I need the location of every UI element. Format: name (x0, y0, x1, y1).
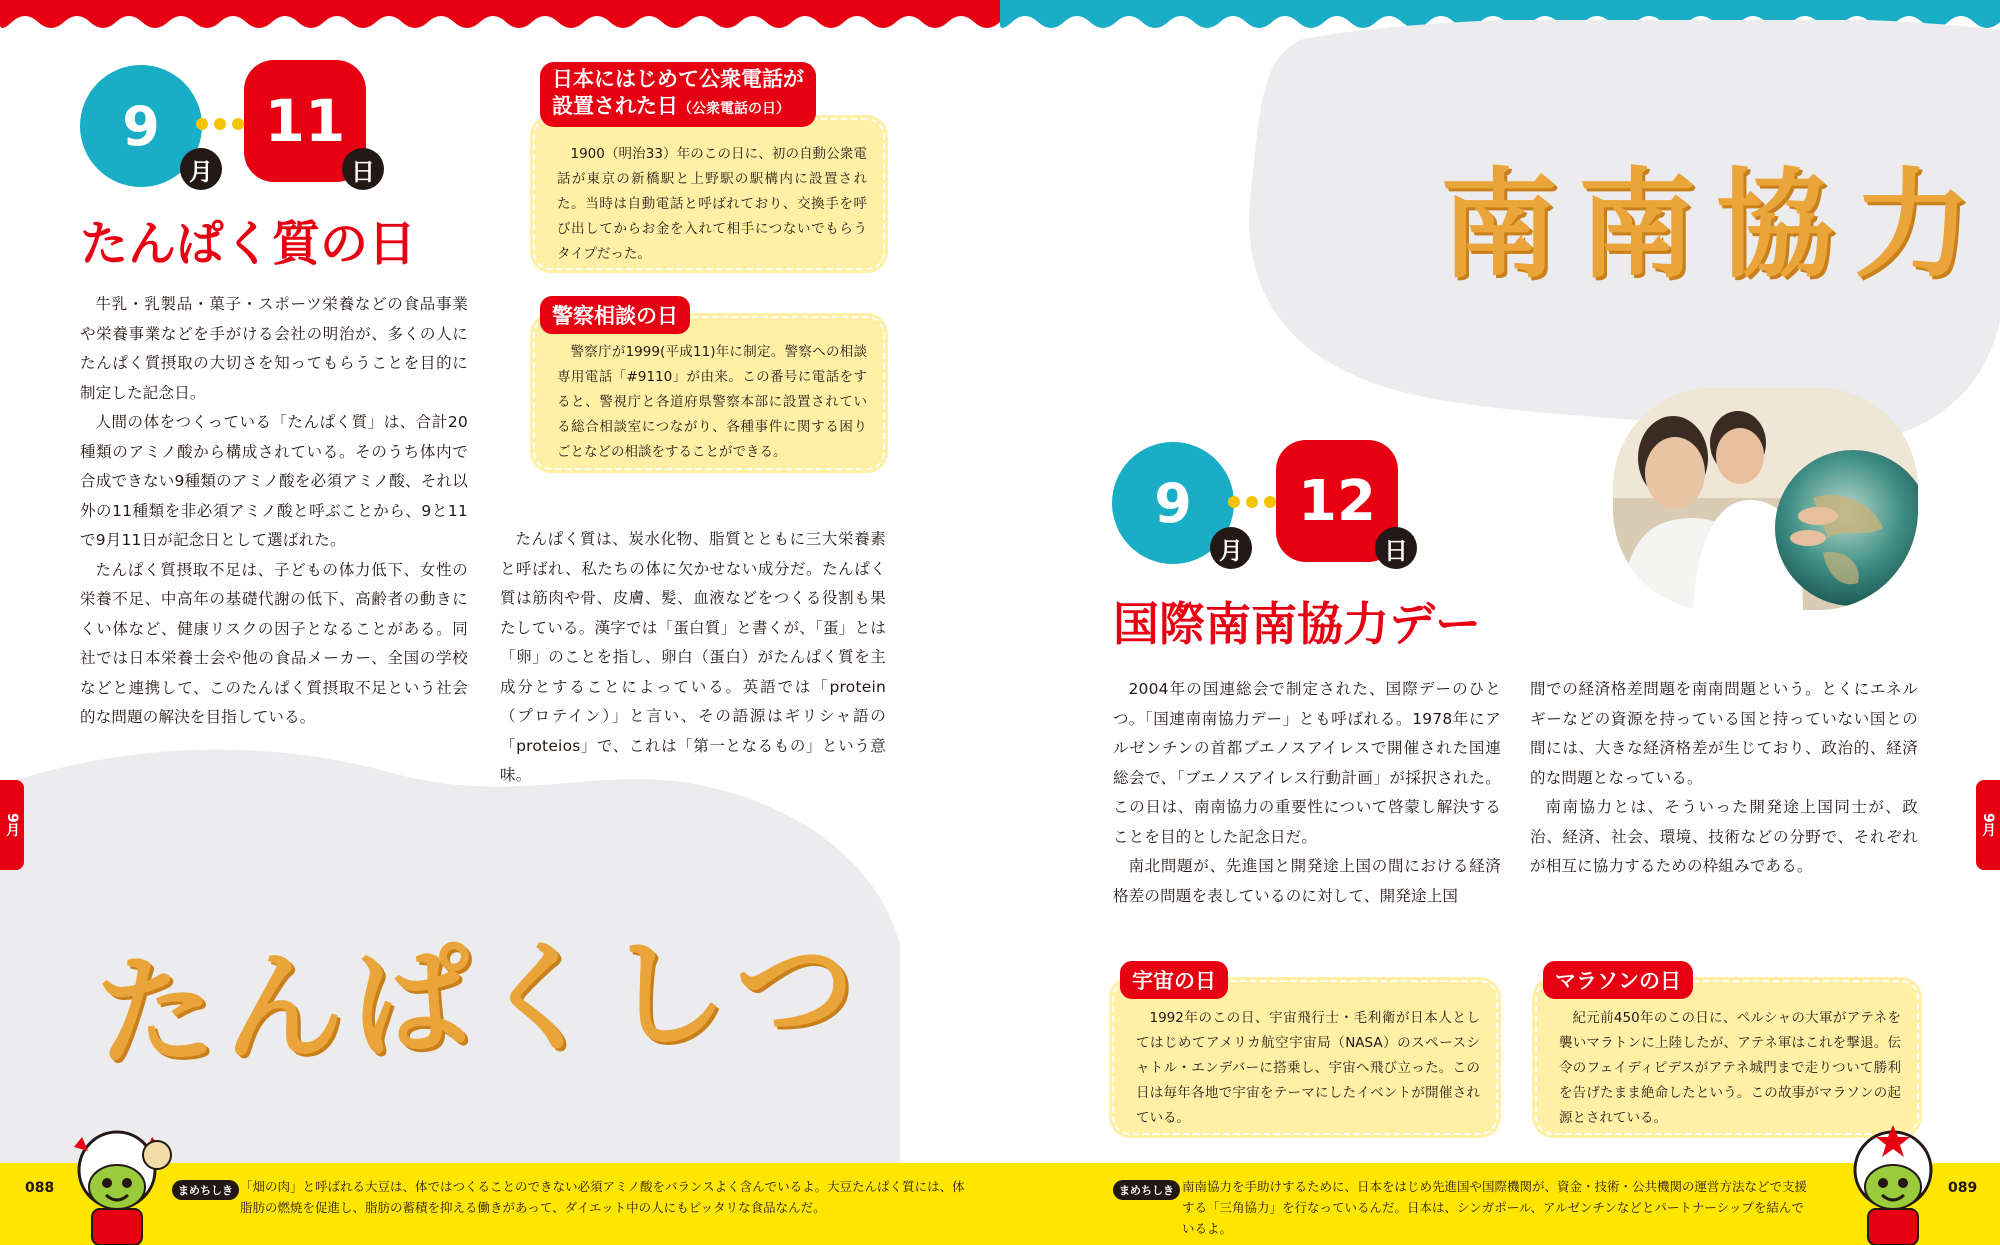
label-line-2: 設置された日 (552, 94, 678, 118)
noodle-art-word: 南南協力 (1440, 156, 1993, 294)
info-box-space (1112, 980, 1498, 1135)
right-body-column-1 (1113, 675, 1501, 911)
paragraph: 南南協力とは、そういった開発途上国同士が、政治、経済、社会、環境、技術などの分野で、それぞれが相互に協力するための枠組みである。 (1530, 798, 1918, 875)
month-unit: 月 (180, 148, 222, 190)
info-box-space-label: 宇宙の日 (1120, 961, 1228, 999)
info-box-payphone-label (540, 62, 816, 127)
side-tab-left: 9月 (0, 780, 24, 870)
mascot-right-icon (1838, 1125, 1948, 1245)
info-box-police (533, 316, 885, 470)
day-square: 12 (1276, 440, 1398, 562)
label-sub: （公衆電話の日） (678, 101, 790, 117)
noodle-art-word: たんぱくしつ (93, 918, 866, 1085)
date-dots (1228, 496, 1276, 508)
date-dots (196, 118, 244, 130)
top-bar-red (0, 0, 1000, 36)
paragraph: 牛乳・乳製品・菓子・スポーツ栄養などの食品事業や栄養事業などを手がける会社の明治が、多くの人にたんぱく質摂取の大切さを知ってもらうことを目的に制定した記念日。 (80, 295, 468, 402)
right-body-column-2 (1530, 675, 1918, 882)
students-globe-photo (1613, 388, 1918, 610)
mascot-left-icon (62, 1125, 172, 1245)
info-box-text: 紀元前450年のこの日に、ペルシャの大軍がアテネを襲いマラトンに上陸したが、アテネ軍はこれを撃退。伝令のフェイディピデスがアテネ城門まで走りついて勝利を告げたまま絶命したという。この故事がマラソンの起源とされている。 (1559, 1010, 1901, 1126)
month-circle: 9 (1112, 442, 1234, 564)
trivia-text: 「畑の肉」と呼ばれる大豆は、体ではつくることのできない必須アミノ酸をバランスよく含んでいるよ。大豆たんぱく質には、体脂肪の燃焼を促進し、脂肪の蓄積を抑える働きがあって、ダイエット中の人にもピッタリな食品なんだ。 (240, 1179, 965, 1215)
paragraph: 南北問題が、先進国と開発途上国の間における経済格差の問題を表しているのに対して、開発途上国 (1113, 857, 1501, 905)
info-box-text: 1900（明治33）年のこの日に、初の自動公衆電話が東京の新橋駅と上野駅の駅構内に設置された。当時は自動電話と呼ばれており、交換手を呼び出してからお金を入れて相手につないでもらうタイプだった。 (557, 146, 867, 262)
page-number-right: 089 (1948, 1180, 1978, 1196)
month-unit: 月 (1210, 527, 1252, 569)
day-square: 11 (244, 60, 366, 182)
left-body-column-1 (80, 290, 468, 733)
day-unit: 日 (1375, 527, 1417, 569)
paragraph: たんぱく質は、炭水化物、脂質とともに三大栄養素と呼ばれ、私たちの体に欠かせない成分だ。たんぱく質は筋肉や骨、皮膚、髪、血液などをつくる役割も果たしている。漢字では「蛋白質」と書くが、「蛋」とは「卵」のことを指し、卵白（蛋白）がたんぱく質を主成分とすることによっている。英語では「protein（プロテイン）」と言い、その語源はギリシャ語の「proteios」で、これは「第一となるもの」という意味。 (500, 530, 886, 784)
side-tab-right: 9月 (1976, 780, 2000, 870)
trivia-label: まめちしき (1113, 1180, 1180, 1200)
page-title: 国際南南協力デー (1113, 597, 1481, 651)
day-unit: 日 (342, 148, 384, 190)
info-box-text: 警察庁が1999(平成11)年に制定。警察への相談専用電話「#9110」が由来。この番号に電話をすると、警視庁と各道府県警察本部に設置されている総合相談室につながり、各種事件に関する困りごとなどの相談をすることができる。 (557, 344, 867, 460)
paragraph: 間での経済格差問題を南南問題という。とくにエネルギーなどの資源を持っている国と持っていない国との間には、大きな経済格差が生じており、政治的、経済的な問題となっている。 (1530, 680, 1918, 787)
trivia-text: 南南協力を手助けするために、日本をはじめ先進国や国際機関が、資金・技術・公共機関の運営方法などで支援する「三角協力」を行なっているんだ。日本は、シンガポール、アルゼンチンなどとパートナーシップを結んでいるよ。 (1182, 1179, 1808, 1236)
month-circle: 9 (80, 65, 202, 187)
info-box-police-label: 警察相談の日 (540, 296, 690, 334)
info-box-marathon (1535, 980, 1919, 1135)
left-body-column-2 (500, 525, 886, 791)
trivia-label: まめちしき (172, 1180, 239, 1200)
info-box-text: 1992年のこの日、宇宙飛行士・毛利衛が日本人としてはじめてアメリカ航空宇宙局（NASA）のスペースシャトル・エンデバーに搭乗し、宇宙へ飛び立った。この日は毎年各地で宇宙をテーマにしたイベントが開催されている。 (1136, 1010, 1480, 1126)
info-box-payphone (533, 118, 885, 270)
label-line-1: 日本にはじめて公衆電話が (552, 67, 804, 91)
info-box-marathon-label: マラソンの日 (1543, 961, 1693, 999)
page-number-left: 088 (25, 1180, 55, 1196)
paragraph: 2004年の国連総会で制定された、国際デーのひとつ。「国連南南協力デー」とも呼ばれる。1978年にアルゼンチンの首都ブエノスアイレスで開催された国連総会で、「ブエノスアイレス行動計画」が採択された。この日は、南南協力の重要性について啓蒙し解決することを目的とした記念日だ。 (1113, 680, 1501, 846)
page-title: たんぱく質の日 (80, 216, 417, 272)
paragraph: たんぱく質摂取不足は、子どもの体力低下、女性の栄養不足、中高年の基礎代謝の低下、高齢者の動きにくい体など、健康リスクの因子となることがある。同社では日本栄養士会や他の食品メーカー、全国の学校などと連携して、このたんぱく質摂取不足という社会的な問題の解決を目指している。 (80, 560, 468, 726)
paragraph: 人間の体をつくっている「たんぱく質」は、合計20種類のアミノ酸から構成されている。そのうち体内で合成できない9種類のアミノ酸を必須アミノ酸、それ以外の11種類を非必須アミノ酸と呼ぶことから、9と11で9月11日が記念日として選ばれた。 (80, 413, 468, 549)
